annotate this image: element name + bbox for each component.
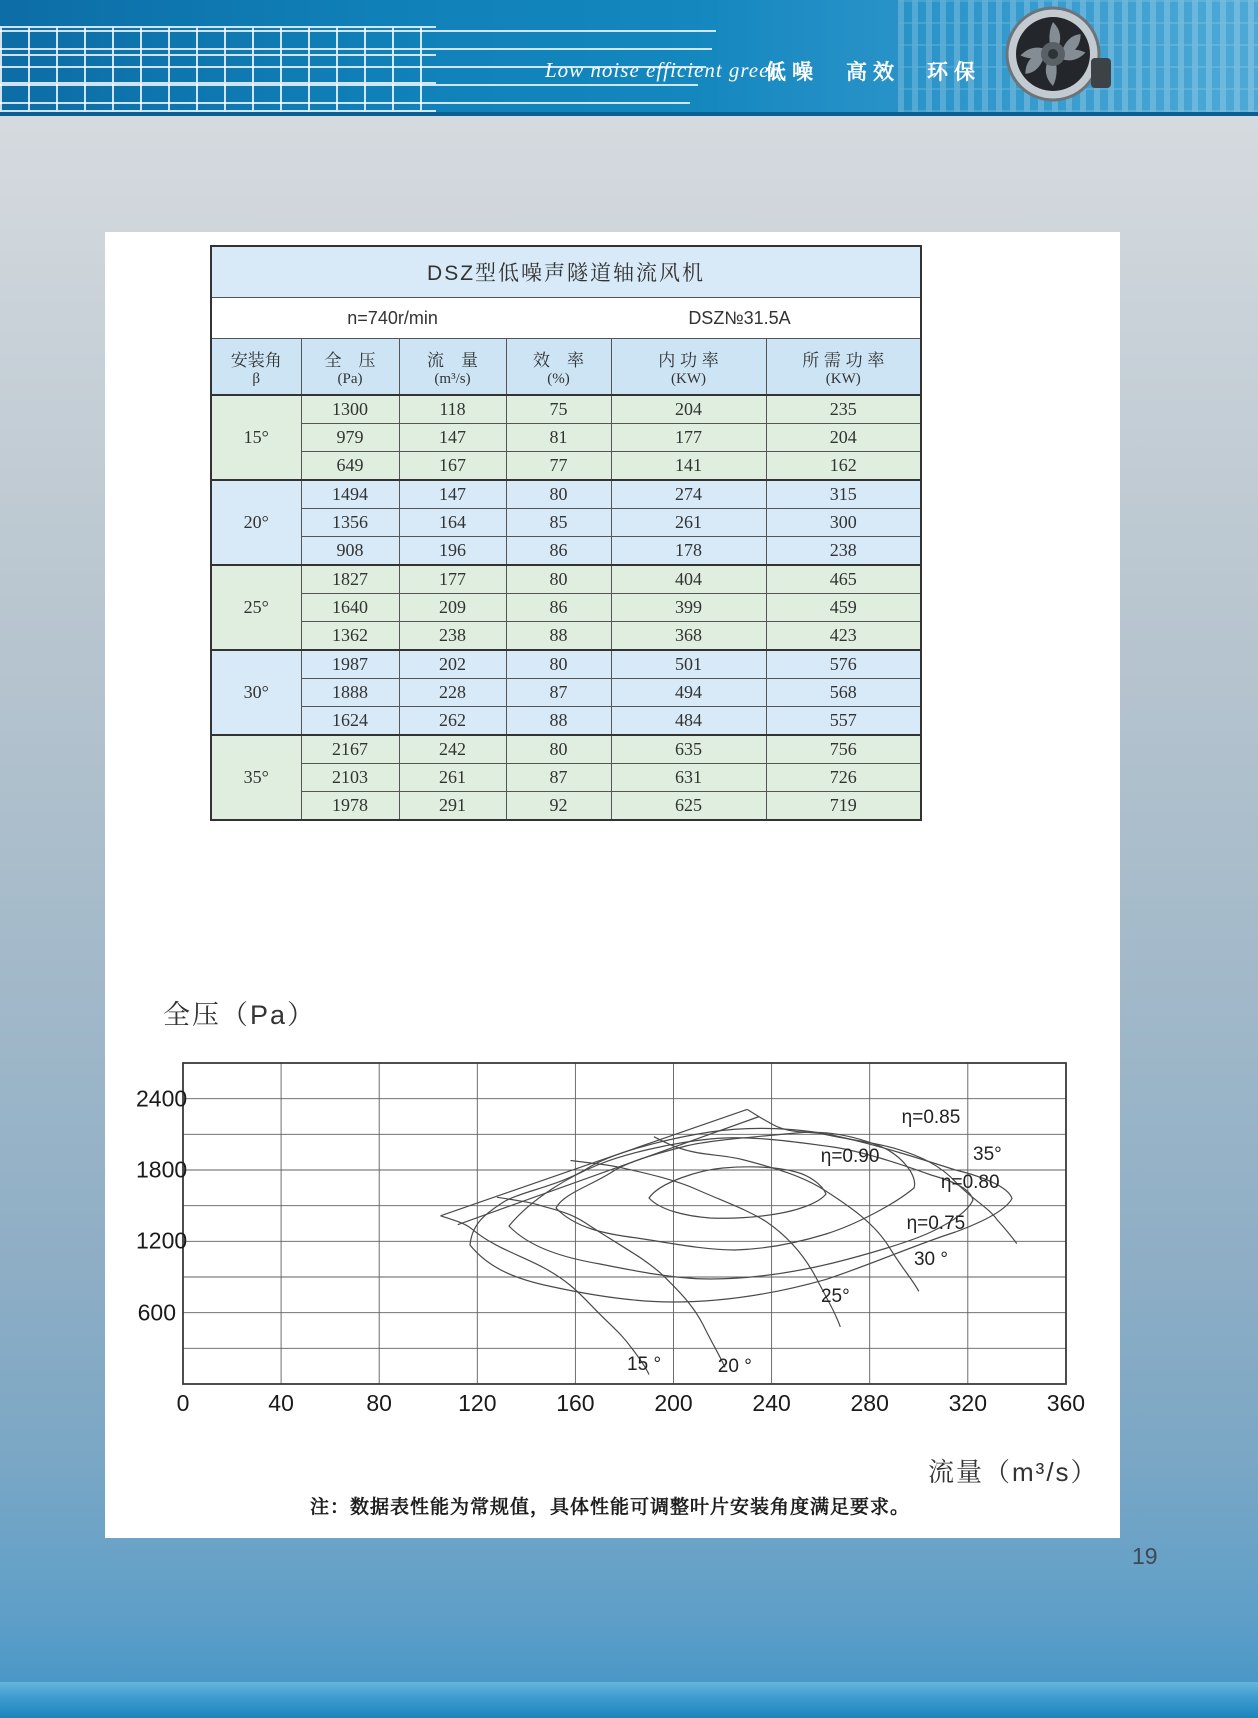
banner-slogan-en: Low noise efficient green (545, 58, 781, 82)
value-cell: 1827 (301, 565, 399, 594)
chart-annotation: η=0.80 (940, 1172, 1000, 1194)
value-cell: 204 (611, 395, 766, 424)
value-cell: 261 (399, 764, 506, 792)
table-row (211, 679, 921, 707)
table-subheader (211, 298, 921, 339)
value-cell: 228 (399, 679, 506, 707)
value-cell: 162 (766, 452, 921, 481)
banner-decor-line (0, 48, 712, 50)
x-tick-label: 280 (850, 1390, 889, 1416)
value-cell: 204 (766, 424, 921, 452)
value-cell: 1640 (301, 594, 399, 622)
value-cell: 1624 (301, 707, 399, 736)
chart-annotation: η=0.90 (820, 1146, 880, 1168)
value-cell: 80 (506, 650, 611, 679)
value-cell: 261 (611, 509, 766, 537)
column-header-3: 效 率 (%) (506, 339, 611, 396)
blade-angle-cell: 30° (211, 650, 301, 735)
value-cell: 86 (506, 594, 611, 622)
value-cell: 368 (611, 622, 766, 651)
column-header-4: 内 功 率 (KW) (611, 339, 766, 396)
table-row (211, 509, 921, 537)
x-tick-label: 160 (556, 1390, 595, 1416)
value-cell: 631 (611, 764, 766, 792)
value-cell: 484 (611, 707, 766, 736)
chart-annotation: η=0.85 (901, 1107, 961, 1129)
value-cell: 87 (506, 679, 611, 707)
value-cell: 178 (611, 537, 766, 566)
value-cell: 1888 (301, 679, 399, 707)
chart-annotation: 15 ° (627, 1353, 662, 1375)
chart-y-axis-title: 全压（Pa） (163, 1000, 317, 1030)
value-cell: 92 (506, 792, 611, 821)
value-cell: 404 (611, 565, 766, 594)
table-row (211, 792, 921, 821)
chart-x-axis-title: 流量（m³/s） (928, 1457, 1099, 1487)
value-cell: 167 (399, 452, 506, 481)
value-cell: 80 (506, 480, 611, 509)
banner-grid-pattern (0, 26, 436, 112)
table-title-row (211, 246, 921, 298)
table-row (211, 650, 921, 679)
value-cell: 625 (611, 792, 766, 821)
column-header-5: 所 需 功 率 (KW) (766, 339, 921, 396)
stall-envelope-line (441, 1109, 748, 1215)
value-cell: 177 (611, 424, 766, 452)
table-subheader-row (211, 298, 921, 339)
blade-angle-cell: 15° (211, 395, 301, 480)
value-cell: 141 (611, 452, 766, 481)
value-cell: 262 (399, 707, 506, 736)
value-cell: 501 (611, 650, 766, 679)
bottom-decor-band (0, 1682, 1258, 1718)
value-cell: 274 (611, 480, 766, 509)
chart-annotation: 30 ° (913, 1248, 949, 1270)
x-tick-label: 40 (268, 1390, 294, 1416)
curve-15deg (441, 1216, 650, 1375)
value-cell: 494 (611, 679, 766, 707)
value-cell: 87 (506, 764, 611, 792)
y-tick-label: 600 (137, 1299, 176, 1326)
value-cell: 423 (766, 622, 921, 651)
x-tick-label: 120 (458, 1390, 497, 1416)
column-header-0: 安装角 β (211, 339, 301, 396)
value-cell: 719 (766, 792, 921, 821)
value-cell: 908 (301, 537, 399, 566)
value-cell: 291 (399, 792, 506, 821)
table-row (211, 537, 921, 566)
table-row (211, 480, 921, 509)
chart-annotation: 35° (973, 1144, 1002, 1166)
column-header-2: 流 量 (m³/s) (399, 339, 506, 396)
x-tick-label: 240 (752, 1390, 791, 1416)
value-cell: 1362 (301, 622, 399, 651)
banner-slogan-cn: 低噪 高效 环保 (765, 61, 981, 84)
value-cell: 238 (766, 537, 921, 566)
banner-decor-line (0, 102, 690, 104)
top-banner (0, 0, 1258, 116)
y-tick-label: 1800 (136, 1156, 188, 1183)
table-row (211, 395, 921, 424)
value-cell: 80 (506, 565, 611, 594)
y-tick-label: 1200 (136, 1227, 188, 1254)
banner-decor-line (0, 30, 716, 32)
value-cell: 1300 (301, 395, 399, 424)
value-cell: 85 (506, 509, 611, 537)
value-cell: 177 (399, 565, 506, 594)
table-row (211, 764, 921, 792)
performance-chart (136, 960, 1086, 1440)
table-row (211, 707, 921, 736)
chart-canvas (140, 960, 1080, 1440)
x-tick-label: 0 (176, 1390, 190, 1416)
table-title: DSZ型低噪声隧道轴流风机 (211, 246, 921, 298)
value-cell: 235 (766, 395, 921, 424)
axial-fan-icon (995, 0, 1115, 112)
value-cell: 576 (766, 650, 921, 679)
value-cell: 164 (399, 509, 506, 537)
y-tick-label: 2400 (136, 1085, 188, 1112)
fan-curves (441, 1109, 1017, 1374)
value-cell: 202 (399, 650, 506, 679)
value-cell: 2167 (301, 735, 399, 764)
value-cell: 300 (766, 509, 921, 537)
value-cell: 649 (301, 452, 399, 481)
value-cell: 77 (506, 452, 611, 481)
value-cell: 75 (506, 395, 611, 424)
contour-eta-090 (649, 1167, 826, 1218)
value-cell: 209 (399, 594, 506, 622)
value-cell: 147 (399, 480, 506, 509)
value-cell: 315 (766, 480, 921, 509)
chart-annotation: η=0.75 (906, 1212, 966, 1234)
fan-model: DSZ№31.5A (688, 307, 791, 328)
value-cell: 88 (506, 707, 611, 736)
value-cell: 80 (506, 735, 611, 764)
value-cell: 756 (766, 735, 921, 764)
chart-annotation: 20 ° (717, 1355, 752, 1377)
blade-angle-cell: 35° (211, 735, 301, 820)
blade-angle-cell: 20° (211, 480, 301, 565)
footnote: 注：数据表性能为常规值，具体性能可调整叶片安装角度满足要求。 (310, 1497, 911, 1518)
value-cell: 147 (399, 424, 506, 452)
x-tick-label: 320 (948, 1390, 987, 1416)
value-cell: 1356 (301, 509, 399, 537)
value-cell: 979 (301, 424, 399, 452)
table-row (211, 622, 921, 651)
value-cell: 118 (399, 395, 506, 424)
banner-decor-line (0, 84, 698, 86)
value-cell: 86 (506, 537, 611, 566)
value-cell: 557 (766, 707, 921, 736)
table-row (211, 594, 921, 622)
x-tick-label: 200 (654, 1390, 693, 1416)
curve-20deg (497, 1197, 725, 1367)
value-cell: 196 (399, 537, 506, 566)
column-header-1: 全 压 (Pa) (301, 339, 399, 396)
table-row (211, 565, 921, 594)
value-cell: 399 (611, 594, 766, 622)
chart-annotation: 25° (820, 1285, 850, 1307)
value-cell: 242 (399, 735, 506, 764)
table-row (211, 735, 921, 764)
fan-spec-table (210, 245, 922, 821)
value-cell: 465 (766, 565, 921, 594)
value-cell: 1987 (301, 650, 399, 679)
value-cell: 238 (399, 622, 506, 651)
value-cell: 635 (611, 735, 766, 764)
value-cell: 2103 (301, 764, 399, 792)
table-row (211, 452, 921, 481)
value-cell: 1978 (301, 792, 399, 821)
x-tick-label: 80 (366, 1390, 392, 1416)
x-tick-label: 360 (1046, 1390, 1086, 1416)
curve-25deg (571, 1161, 841, 1327)
fan-speed: n=740r/min (347, 307, 438, 328)
value-cell: 459 (766, 594, 921, 622)
value-cell: 726 (766, 764, 921, 792)
value-cell: 1494 (301, 480, 399, 509)
value-cell: 568 (766, 679, 921, 707)
value-cell: 81 (506, 424, 611, 452)
stall-envelope-line (458, 1117, 760, 1225)
table-header-row (211, 339, 921, 396)
value-cell: 88 (506, 622, 611, 651)
blade-angle-cell: 25° (211, 565, 301, 650)
table-row (211, 424, 921, 452)
page-number: 19 (1132, 1543, 1158, 1569)
